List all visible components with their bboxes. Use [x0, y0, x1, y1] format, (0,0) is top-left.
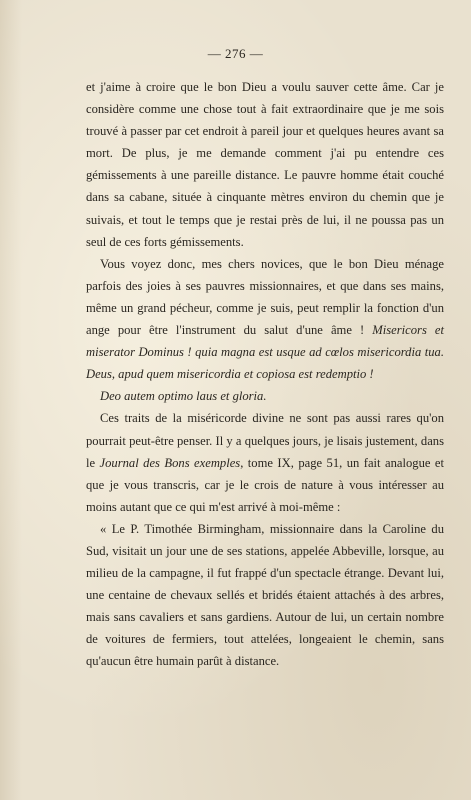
paragraph-1 [86, 76, 444, 253]
page-number: — 276 — [207, 46, 264, 61]
text-run: Ces traits de la miséricorde divine ne sont pas aussi rares qu'on pourrait peut-être penser. Il y a quelques jours, je lisais justement, dans le [86, 411, 444, 470]
text-run: Vous voyez donc, mes chers novices, que le bon Dieu ménage parfois des joies à ses pauvres missionnaires, et que dans ses mains, même un grand pécheur, comme je suis, peut remplir la fonction d'un ange pour être l'instrument du salut d'une âme ! [86, 256, 444, 338]
latin-doxology: Deo autem optimo laus et gloria. [100, 389, 267, 404]
journal-title: Journal des Bons exemples [99, 455, 241, 470]
text-run: et j'aime à croire que le bon Dieu a voulu sauver cette âme. Car je considère comme une chose tout à fait extraordinaire que je me sois trouvé à passer par cet endroit à pareil jour et quelques heures avant sa mort. De plus, je me demande comment j'ai pu entendre ces gémissements à une pareille distance. Le pauvre homme était couché dans sa cabane, située à cinquante mètres environ du chemin que je suivais, et tout le temps que je restai près de lui, il ne poussa pas un seul de ces forts gémissements. [86, 80, 444, 249]
paragraph-5 [86, 518, 444, 673]
paragraph-3 [86, 385, 444, 407]
paragraph-2 [86, 253, 444, 386]
text-run: , tome IX, page 51, un fait analogue et que je vous transcris, car je le crois de nature à vous intéresser au moins autant que ce qui m'est arrivé à moi-même : [86, 455, 444, 514]
paragraph-4 [86, 407, 444, 517]
page-body [86, 76, 444, 673]
text-run: « Le P. Timothée Birmingham, missionnaire dans la Caroline du Sud, visitait un jour une de ses stations, appelée Abbeville, lorsque, au milieu de la campagne, il fut frappé d'un spectacle étrange. Devant lui, une centaine de chevaux sellés et bridés étaient attachés à des arbres, mais sans cavaliers et sans gardiens. Autour de lui, un certain nombre de voitures de fermiers, tout attelées, longeaient le chemin, sans qu'aucun être humain parût à distance. [86, 521, 444, 669]
latin-quotation: Misericors et miserator Dominus ! quia magna est usque ad cœlos misericordia tua. Deus, apud quem misericordia et copiosa est redemptio ! [86, 323, 445, 382]
